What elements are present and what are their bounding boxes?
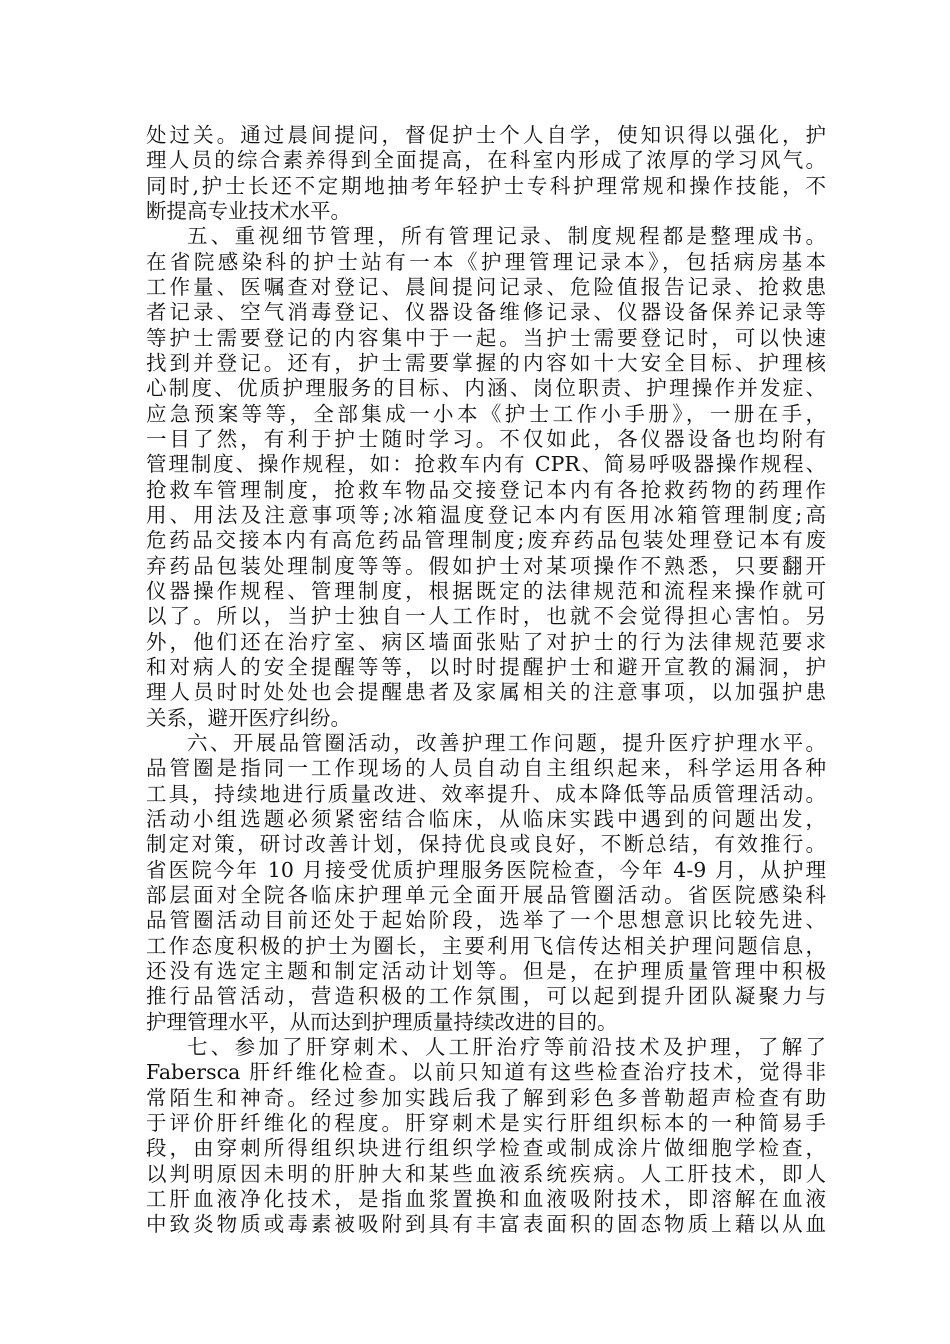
- text-line: 品管圈活动目前还处于起始阶段，选举了一个思想意识比较先进、: [146, 908, 826, 933]
- text-line: 制定对策，研讨改善计划，保持优良或良好，不断总结，有效推行。: [146, 832, 826, 857]
- text-line: 工肝血液净化技术，是指血浆置换和血液吸附技术，即溶解在血液: [146, 1186, 826, 1211]
- text-line: 部层面对全院各临床护理单元全面开展品管圈活动。省医院感染科: [146, 882, 826, 907]
- text-line: 五、重视细节管理，所有管理记录、制度规程都是整理成书。: [187, 224, 826, 249]
- text-line: 一目了然，有利于护士随时学习。不仅如此，各仪器设备也均附有: [146, 426, 826, 451]
- text-line: 外，他们还在治疗室、病区墙面张贴了对护士的行为法律规范要求: [146, 629, 826, 654]
- text-line: 以了。所以，当护士独自一人工作时，也就不会觉得担心害怕。另: [146, 604, 826, 629]
- text-line: 应急预案等等，全部集成一小本《护士工作小手册》，一册在手，: [146, 401, 826, 426]
- text-line: 六、开展品管圈活动，改善护理工作问题，提升医疗护理水平。: [187, 730, 826, 755]
- text-line: 以判明原因未明的肝肿大和某些血液系统疾病。人工肝技术，即人: [146, 1161, 826, 1186]
- text-line: Fabersca 肝纤维化检查。以前只知道有这些检查治疗技术，觉得非: [146, 1060, 826, 1085]
- text-line: 心制度、优质护理服务的目标、内涵、岗位职责、护理操作并发症、: [146, 376, 826, 401]
- text-line: 护理管理水平，从而达到护理质量持续改进的目的。: [146, 1009, 618, 1034]
- text-line: 抢救车管理制度，抢救车物品交接登记本内有各抢救药物的药理作: [146, 477, 826, 502]
- text-line: 于评价肝纤维化的程度。肝穿刺术是实行肝组织标本的一种简易手: [146, 1110, 826, 1135]
- text-line: 同时,护士长还不定期地抽考年轻护士专科护理常规和操作技能，不: [146, 173, 826, 198]
- text-line: 活动小组选题必须紧密结合临床，从临床实践中遇到的问题出发，: [146, 806, 826, 831]
- text-line: 在省院感染科的护士站有一本《护理管理记录本》，包括病房基本: [146, 249, 826, 274]
- text-line: 找到并登记。还有，护士需要掌握的内容如十大安全目标、护理核: [146, 350, 826, 375]
- text-line: 推行品管活动，营造积极的工作氛围，可以起到提升团队凝聚力与: [146, 984, 826, 1009]
- text-line: 仪器操作规程、管理制度，根据既定的法律规范和流程来操作就可: [146, 578, 826, 603]
- text-line: 工作态度积极的护士为圈长，主要利用飞信传达相关护理问题信息，: [146, 933, 826, 958]
- text-line: 理人员的综合素养得到全面提高，在科室内形成了浓厚的学习风气。: [146, 148, 826, 173]
- text-line: 处过关。通过晨间提问，督促护士个人自学，使知识得以强化，护: [146, 123, 826, 147]
- text-line: 常陌生和神奇。经过参加实践后我了解到彩色多普勒超声检查有助: [146, 1085, 826, 1110]
- text-line: 省医院今年 10 月接受优质护理服务医院检查，今年 4-9 月，从护理: [146, 857, 826, 882]
- text-line: 弃药品包装处理制度等等。假如护士对某项操作不熟悉，只要翻开: [146, 553, 826, 578]
- text-line: 工作量、医嘱查对登记、晨间提问记录、危险值报告记录、抢救患: [146, 274, 826, 299]
- text-line: 中致炎物质或毒素被吸附到具有丰富表面积的固态物质上藉以从血: [146, 1212, 826, 1237]
- text-line: 关系，避开医疗纠纷。: [146, 705, 351, 730]
- text-line: 工具，持续地进行质量改进、效率提升、成本降低等品质管理活动。: [146, 781, 826, 806]
- text-line: 用、用法及注意事项等;冰箱温度登记本内有医用冰箱管理制度;高: [146, 502, 826, 527]
- text-line: 还没有选定主题和制定活动计划等。但是，在护理质量管理中积极: [146, 958, 826, 983]
- text-line: 危药品交接本内有高危药品管理制度;废弃药品包装处理登记本有废: [146, 528, 826, 553]
- text-line: 品管圈是指同一工作现场的人员自动自主组织起来，科学运用各种: [146, 756, 826, 781]
- text-line: 段，由穿刺所得组织块进行组织学检查或制成涂片做细胞学检查，: [146, 1136, 826, 1161]
- text-line: 断提高专业技术水平。: [146, 198, 351, 223]
- text-line: 和对病人的安全提醒等等，以时时提醒护士和避开宣教的漏洞，护: [146, 654, 826, 679]
- text-line: 管理制度、操作规程，如：抢救车内有 CPR、简易呼吸器操作规程、: [146, 452, 826, 477]
- text-line: 理人员时时处处也会提醒患者及家属相关的注意事项，以加强护患: [146, 680, 826, 705]
- text-line: 者记录、空气消毒登记、仪器设备维修记录、仪器设备保养记录等: [146, 300, 826, 325]
- text-line: 等护士需要登记的内容集中于一起。当护士需要登记时，可以快速: [146, 325, 826, 350]
- text-line: 七、参加了肝穿刺术、人工肝治疗等前沿技术及护理，了解了: [187, 1034, 826, 1059]
